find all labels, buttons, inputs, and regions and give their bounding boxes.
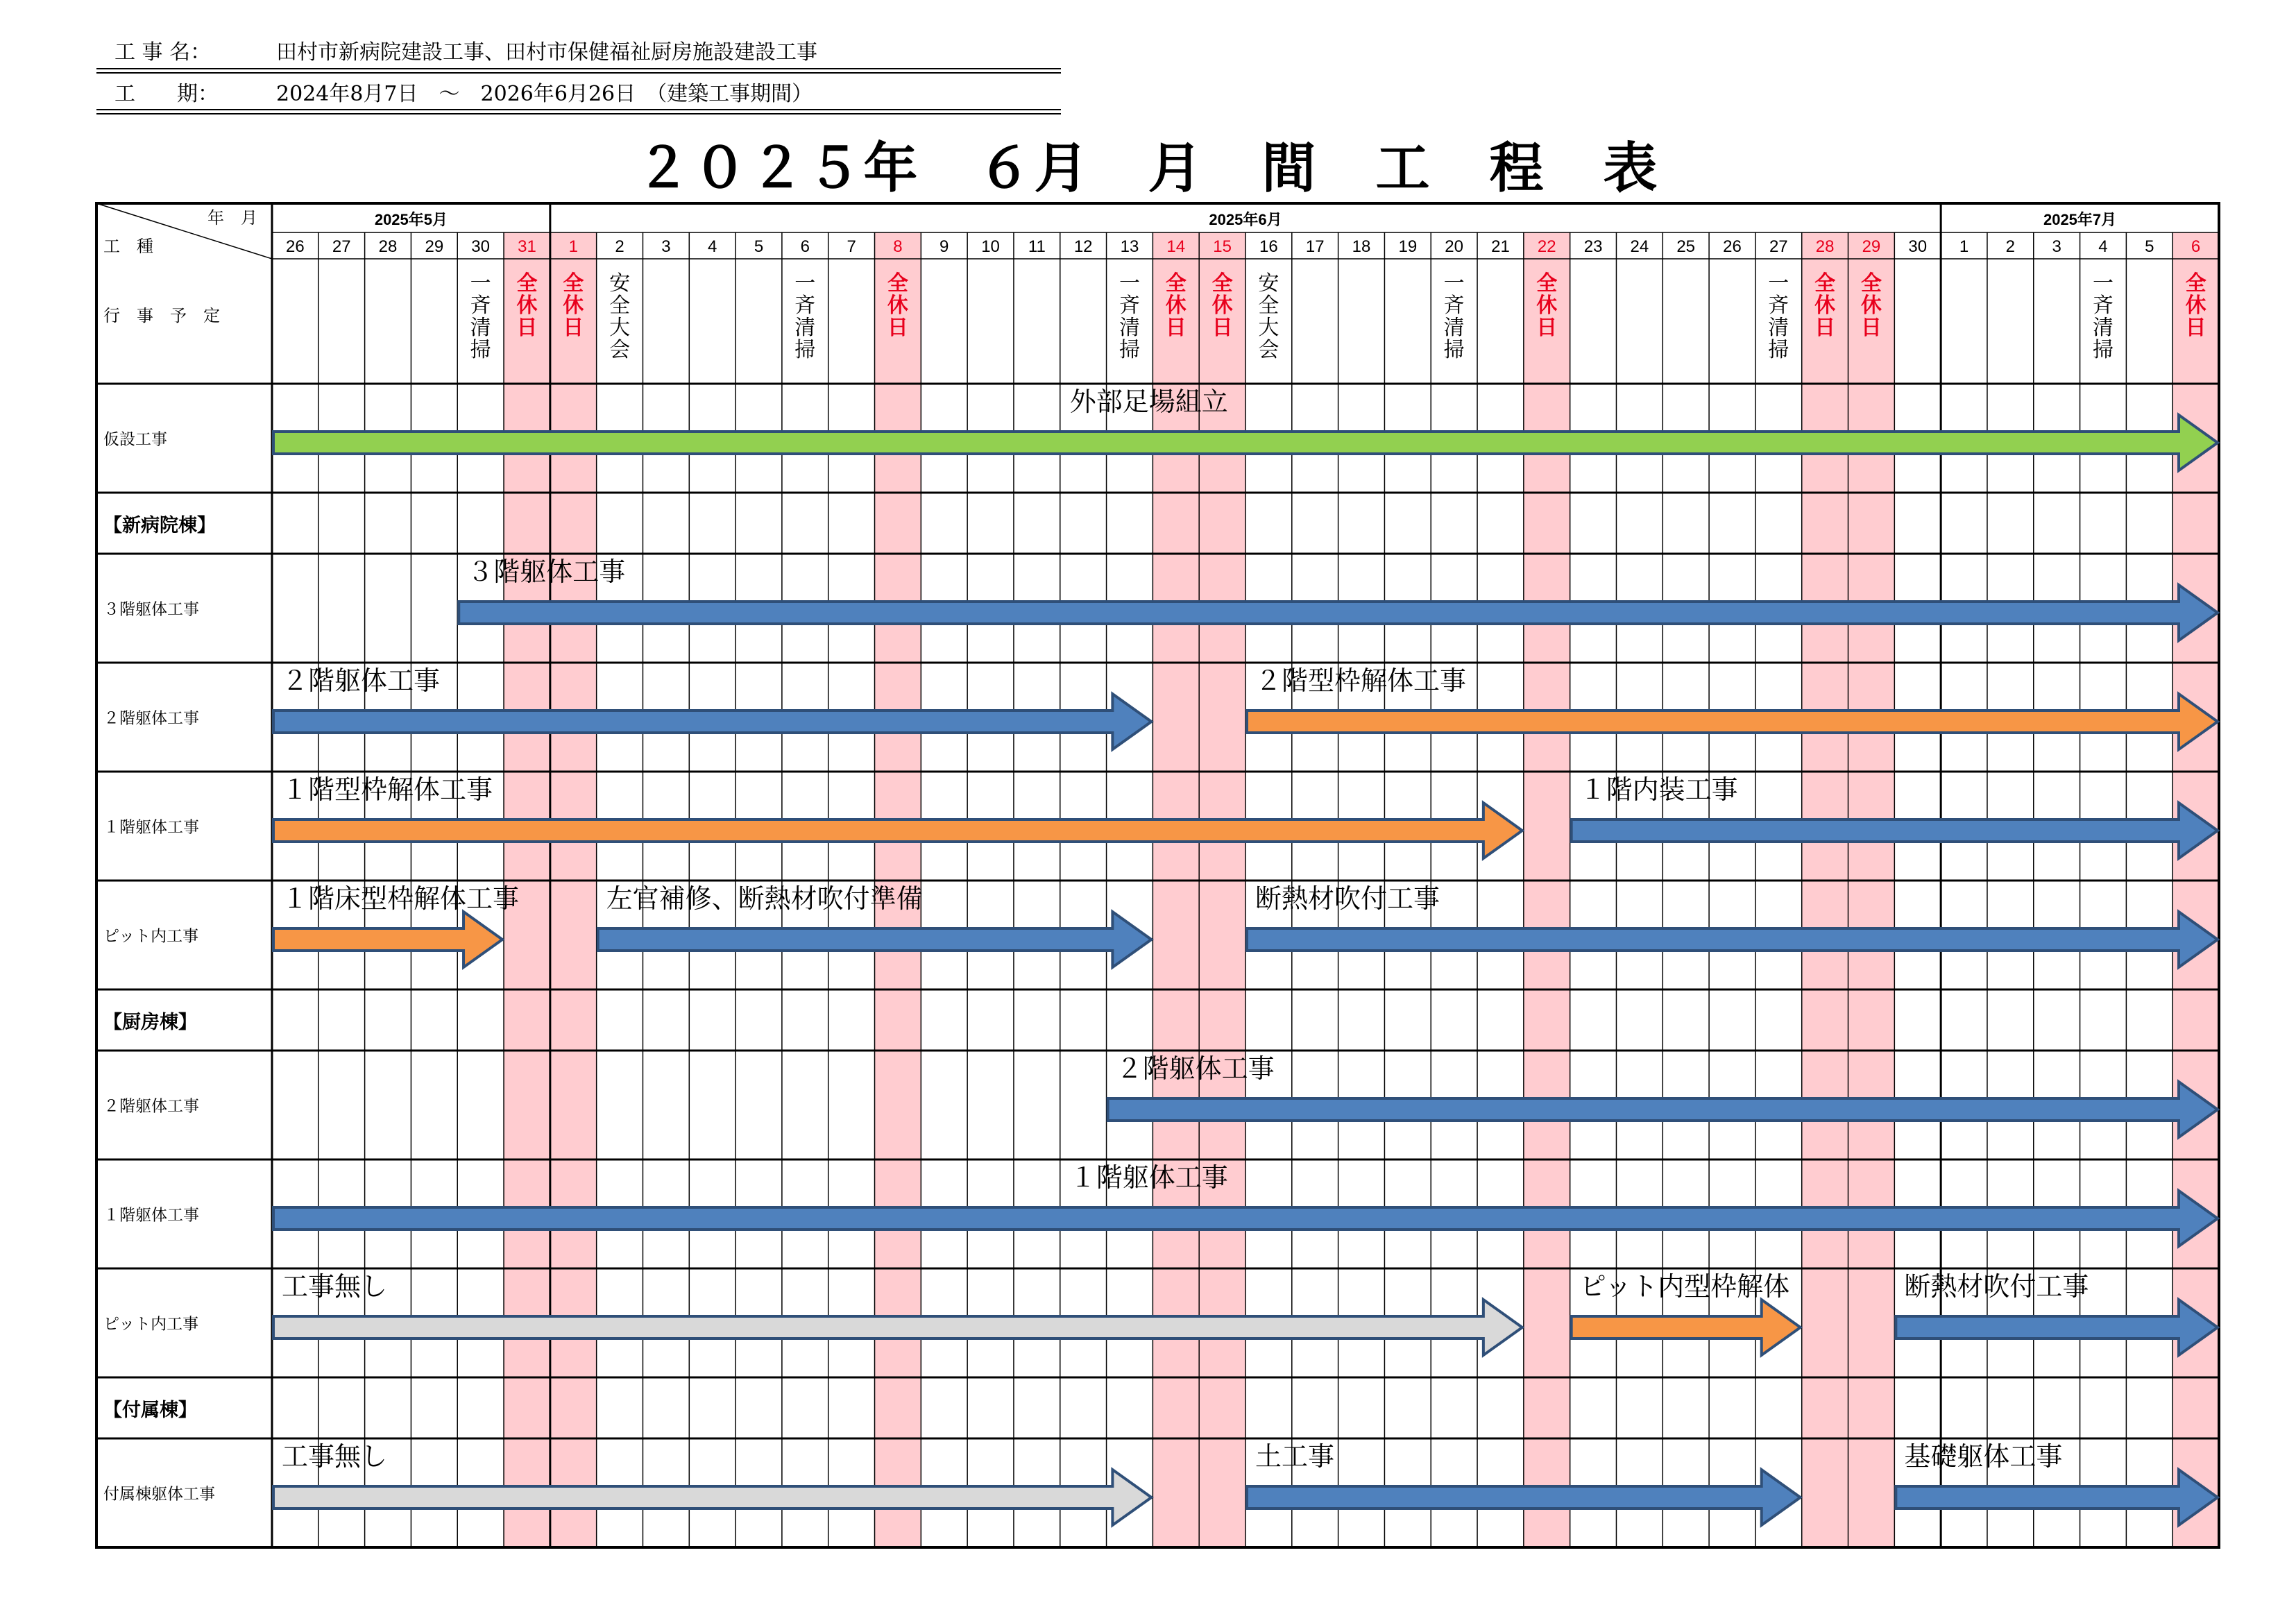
month-label: 2025年7月 — [2043, 211, 2117, 228]
event-char: 会 — [609, 338, 631, 362]
event-char: 休 — [563, 294, 584, 317]
schedule-bar — [1247, 883, 2218, 967]
event-char: 安 — [1258, 271, 1279, 296]
day-number: 1 — [568, 237, 578, 256]
event-char: 安 — [609, 271, 631, 296]
event-char: 日 — [1165, 316, 1187, 339]
page-title: ２０２５年 ６月 月 間 工 程 表 — [636, 137, 1660, 200]
day-number: 12 — [1073, 237, 1093, 256]
event-char: 全 — [1814, 272, 1836, 295]
bar-arrow — [1572, 1300, 1801, 1355]
day-number: 2 — [2005, 237, 2016, 256]
event-char: 一 — [2092, 271, 2114, 296]
event-holiday — [1861, 272, 1882, 339]
event-char: 日 — [2185, 316, 2206, 339]
event-char: 休 — [2185, 294, 2206, 317]
day-number: 4 — [708, 237, 717, 256]
event-char: 全 — [516, 272, 538, 295]
event-char: 一 — [794, 271, 816, 296]
day-number: 29 — [1862, 237, 1881, 256]
bar-arrow — [273, 912, 502, 967]
event-char: 全 — [1165, 272, 1187, 295]
day-number: 3 — [2052, 237, 2061, 256]
bar-label: １階型枠解体工事 — [282, 774, 493, 805]
event-holiday — [516, 272, 537, 339]
event-char: 斉 — [470, 294, 491, 318]
bar-label: １階躯体工事 — [1069, 1162, 1228, 1193]
event-char: 大 — [609, 316, 631, 340]
day-number: 28 — [1815, 237, 1835, 256]
event-item — [1119, 271, 1140, 362]
day-number: 25 — [1676, 237, 1696, 256]
event-char: 日 — [1814, 316, 1836, 339]
event-char: 日 — [1860, 316, 1882, 339]
day-number: 16 — [1259, 237, 1278, 256]
month-label: 2025年6月 — [1209, 211, 1282, 228]
bar-arrow — [1896, 1470, 2218, 1525]
event-char: 会 — [1258, 338, 1279, 362]
trade-label: １階躯体工事 — [103, 1206, 199, 1225]
event-item — [1444, 271, 1465, 362]
bar-label: 工事無し — [282, 1441, 388, 1472]
event-char: 掃 — [794, 338, 816, 362]
event-holiday — [887, 272, 908, 339]
event-holiday — [2186, 272, 2206, 339]
day-number: 27 — [332, 237, 351, 256]
bar-label: ２階躯体工事 — [282, 665, 441, 696]
day-number: 8 — [893, 237, 903, 256]
bar-label: 断熱材吹付工事 — [1255, 883, 1440, 914]
trade-label: ピット内工事 — [103, 1315, 199, 1334]
day-number: 19 — [1398, 237, 1418, 256]
trade-label: 付属棟躯体工事 — [103, 1485, 215, 1504]
event-char: 斉 — [1443, 294, 1465, 318]
event-char: 清 — [1768, 316, 1789, 340]
event-char: 日 — [563, 316, 584, 339]
day-number: 24 — [1630, 237, 1649, 256]
bar-label: ２階躯体工事 — [1116, 1053, 1275, 1084]
event-item — [1768, 271, 1789, 362]
day-number: 21 — [1491, 237, 1510, 256]
day-number: 23 — [1583, 237, 1603, 256]
event-holiday — [1166, 272, 1187, 339]
day-number: 5 — [2145, 237, 2154, 256]
day-number: 20 — [1445, 237, 1463, 256]
bar-arrow — [1247, 912, 2218, 967]
holiday-column — [1802, 232, 1848, 1547]
day-number: 27 — [1769, 237, 1788, 256]
schedule-bar — [1247, 665, 2218, 749]
corner-trade: 工 種 — [103, 237, 153, 256]
event-char: 掃 — [1119, 338, 1140, 362]
event-item — [609, 271, 630, 362]
day-number: 1 — [1959, 237, 1969, 256]
period-label: 工 期： — [114, 82, 219, 106]
event-char: 日 — [516, 316, 538, 339]
day-number: 15 — [1213, 237, 1232, 256]
section-label: 【付属棟】 — [103, 1400, 197, 1421]
bar-label: 基礎躯体工事 — [1904, 1441, 2063, 1472]
bar-label: 工事無し — [282, 1271, 388, 1302]
project-label: 工 事 名： — [114, 40, 212, 65]
bar-arrow — [1247, 694, 2218, 749]
bar-label: 外部足場組立 — [1069, 386, 1228, 417]
event-char: 休 — [1165, 294, 1187, 317]
day-number: 5 — [754, 237, 764, 256]
event-char: 全 — [2185, 272, 2206, 295]
day-number: 4 — [2098, 237, 2108, 256]
event-char: 清 — [1443, 316, 1465, 340]
section-label: 【新病院棟】 — [103, 515, 216, 536]
event-char: 清 — [794, 316, 816, 340]
trade-label: ２階躯体工事 — [103, 1097, 199, 1116]
event-char: 掃 — [1768, 338, 1789, 362]
holiday-column — [1848, 232, 1895, 1547]
day-number: 30 — [471, 237, 490, 256]
event-item — [1258, 271, 1279, 362]
day-number: 26 — [286, 237, 305, 256]
day-number: 9 — [939, 237, 949, 256]
bar-arrow — [1896, 1300, 2218, 1355]
event-char: 休 — [516, 294, 538, 317]
trade-label: ３階躯体工事 — [103, 600, 199, 619]
event-char: 斉 — [2092, 294, 2114, 318]
event-char: 斉 — [1768, 294, 1789, 318]
event-char: 日 — [1536, 316, 1558, 339]
day-number: 26 — [1723, 237, 1742, 256]
day-number: 7 — [847, 237, 856, 256]
event-char: 一 — [1768, 271, 1789, 296]
event-char: 斉 — [1119, 294, 1140, 318]
event-char: 一 — [470, 271, 491, 296]
holiday-column — [1153, 232, 1199, 1547]
event-item — [794, 271, 815, 362]
day-number: 30 — [1908, 237, 1928, 256]
event-holiday — [1212, 272, 1233, 339]
day-number: 3 — [661, 237, 671, 256]
event-char: 全 — [609, 294, 631, 318]
event-holiday — [563, 272, 584, 339]
day-number: 6 — [2191, 237, 2201, 256]
event-char: 日 — [887, 316, 908, 339]
schedule-bar — [1896, 1271, 2218, 1355]
event-char: 掃 — [2092, 338, 2114, 362]
day-number: 11 — [1028, 237, 1046, 256]
event-char: 清 — [470, 316, 491, 340]
section-label: 【厨房棟】 — [103, 1012, 197, 1033]
bar-arrow — [273, 694, 1151, 749]
holiday-column — [1199, 232, 1245, 1547]
day-number: 17 — [1305, 237, 1325, 256]
day-number: 2 — [615, 237, 624, 256]
event-char: 日 — [1211, 316, 1233, 339]
schedule-bar — [273, 883, 519, 967]
event-row-label: 行 事 予 定 — [103, 306, 220, 325]
holiday-column — [1524, 232, 1570, 1547]
schedule-bar — [1896, 1441, 2218, 1525]
day-number: 18 — [1352, 237, 1371, 256]
project-name: 田村市新病院建設工事、田村市保健福祉厨房施設建設工事 — [276, 40, 817, 65]
event-item — [2093, 271, 2114, 362]
bar-label: 左官補修、断熱材吹付準備 — [606, 883, 923, 914]
bar-label: ２階型枠解体工事 — [1255, 665, 1467, 696]
bar-label: 断熱材吹付工事 — [1904, 1271, 2089, 1302]
day-number: 29 — [425, 237, 444, 256]
event-char: 休 — [1814, 294, 1836, 317]
day-number: 13 — [1120, 237, 1139, 256]
event-char: 斉 — [794, 294, 816, 318]
event-holiday — [1536, 272, 1557, 339]
trade-label: ピット内工事 — [103, 927, 199, 946]
bar-label: １階内装工事 — [1579, 774, 1738, 805]
schedule-bar — [273, 665, 1151, 749]
day-number: 14 — [1166, 237, 1186, 256]
day-number: 6 — [800, 237, 810, 256]
event-char: 全 — [1536, 272, 1558, 295]
trade-label: １階躯体工事 — [103, 818, 199, 837]
event-char: 大 — [1258, 316, 1279, 340]
event-char: 休 — [1211, 294, 1233, 317]
schedule-bar — [273, 1441, 1151, 1525]
trade-label: ２階躯体工事 — [103, 709, 199, 728]
schedule-bar — [1572, 1271, 1801, 1355]
event-char: 休 — [887, 294, 908, 317]
day-number: 22 — [1537, 237, 1556, 256]
period-value: 2024年8月7日 ～ 2026年6月26日 （建築工事期間） — [276, 82, 813, 106]
trade-label: 仮設工事 — [103, 430, 167, 449]
event-char: 休 — [1536, 294, 1558, 317]
day-number: 10 — [981, 237, 1000, 256]
corner-year-month: 年 月 — [207, 208, 257, 228]
bar-label: ３階躯体工事 — [467, 556, 626, 587]
event-char: 清 — [1119, 316, 1140, 340]
event-holiday — [1814, 272, 1835, 339]
day-number: 28 — [378, 237, 398, 256]
event-char: 掃 — [1443, 338, 1465, 362]
event-char: 休 — [1860, 294, 1882, 317]
bar-label: 土工事 — [1255, 1441, 1335, 1472]
event-item — [470, 271, 491, 362]
event-char: 一 — [1119, 271, 1140, 296]
event-char: 全 — [1860, 272, 1882, 295]
day-number: 31 — [518, 237, 536, 256]
event-char: 一 — [1443, 271, 1465, 296]
event-char: 掃 — [470, 338, 491, 362]
bar-arrow — [273, 1470, 1151, 1525]
event-char: 全 — [1258, 294, 1279, 318]
month-label: 2025年5月 — [374, 211, 448, 228]
bar-label: １階床型枠解体工事 — [282, 883, 520, 914]
holiday-column — [550, 232, 597, 1547]
event-char: 全 — [563, 272, 584, 295]
event-char: 清 — [2092, 316, 2114, 340]
event-char: 全 — [887, 272, 908, 295]
bar-label: ピット内型枠解体 — [1579, 1271, 1790, 1302]
event-char: 全 — [1211, 272, 1233, 295]
